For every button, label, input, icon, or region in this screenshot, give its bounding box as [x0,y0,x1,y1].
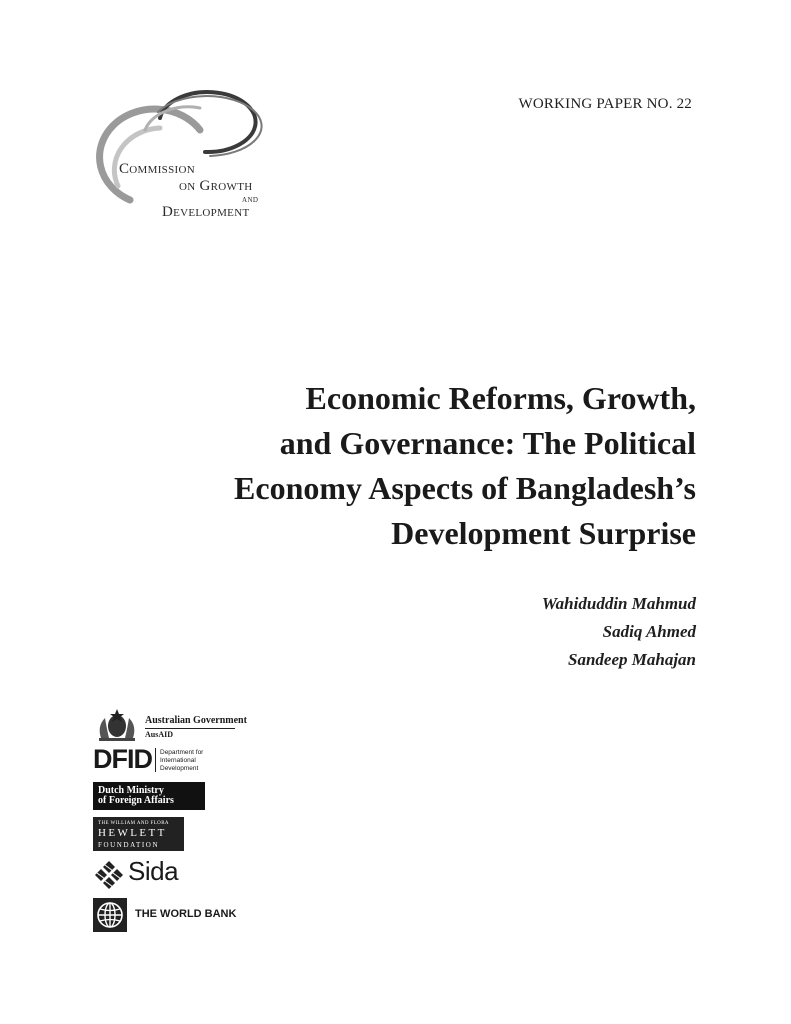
ausaid-name: Australian Government [145,715,247,726]
sida-mark-icon [93,860,125,890]
title-line-4: Development Surprise [391,515,696,551]
logo-text-line1: Commission [119,161,195,177]
dfid-logo [93,746,223,776]
hewlett-bot: FOUNDATION [98,841,160,849]
author-list [542,590,696,674]
ausaid-logo [93,708,247,744]
dfid-divider [155,748,156,772]
coat-of-arms-icon [93,708,141,742]
world-bank-logo [93,898,253,932]
hewlett-mid: HEWLETT [98,827,167,839]
hewlett-foundation-logo [93,817,184,851]
dfid-text-line: International [160,757,196,764]
hewlett-top: THE WILLIAM AND FLORA [98,821,169,826]
dfid-text-line: Department for [160,749,204,756]
logo-text-line2: on Growth [179,178,253,194]
author-name: Sadiq Ahmed [602,622,696,641]
dutch-line-2: of Foreign Affairs [98,795,174,806]
dutch-line-1: Dutch Ministry [98,785,164,796]
title-line-1: Economic Reforms, Growth, [305,380,696,416]
logo-text-line4: Development [162,204,250,220]
ausaid-divider [145,728,235,729]
author-name: Wahiduddin Mahmud [541,594,696,613]
commission-logo [90,90,280,230]
author-name: Sandeep Mahajan [568,650,696,669]
dutch-ministry-logo [93,782,205,810]
world-bank-name: THE WORLD BANK [135,908,237,920]
title-line-2: and Governance: The Political [279,425,696,461]
sida-name: Sida [128,856,179,886]
world-bank-globe-icon [93,898,127,932]
sida-logo [93,858,193,892]
dfid-text-line: Development [160,765,199,772]
document-title [136,376,696,556]
title-line-3: Economy Aspects of Bangladesh’s [234,470,696,506]
logo-text-line3: and [242,194,259,205]
dfid-mark: DFID [93,744,152,774]
ausaid-sub: AusAID [145,730,174,739]
dfid-text [160,749,220,773]
working-paper-number: WORKING PAPER NO. 22 [518,96,692,112]
